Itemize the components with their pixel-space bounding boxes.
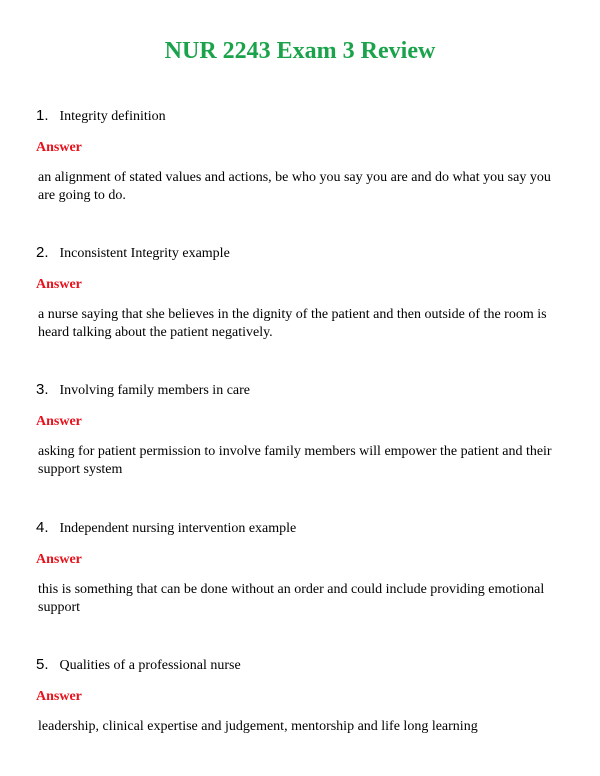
- answer-label: Answer: [36, 414, 82, 429]
- page-title: NUR 2243 Exam 3 Review: [164, 38, 436, 64]
- question-4: [36, 519, 564, 537]
- question-text: Inconsistent Integrity example: [59, 246, 230, 261]
- question-text: Involving family members in care: [59, 383, 250, 398]
- question-text: Integrity definition: [59, 109, 166, 124]
- question-number: 5.: [36, 656, 49, 673]
- question-number: 3.: [36, 381, 49, 398]
- question-number: 2.: [36, 244, 49, 261]
- qa-item-3: [36, 381, 564, 479]
- question-1: [36, 107, 564, 125]
- answer-label: Answer: [36, 277, 82, 292]
- question-number: 1.: [36, 107, 49, 124]
- qa-item-4: [36, 519, 564, 617]
- answer-text: an alignment of stated values and actions, be who you say you are and do what you say you are going to do.: [38, 170, 551, 203]
- answer-text: asking for patient permission to involve family members will empower the patient and their support system: [38, 444, 552, 477]
- answer-text: a nurse saying that she believes in the dignity of the patient and then outside of the room is heard talking about the patient negatively.: [38, 307, 547, 340]
- question-5: [36, 656, 564, 674]
- question-text: Qualities of a professional nurse: [59, 658, 241, 673]
- question-2: [36, 244, 564, 262]
- answer-text: this is something that can be done without an order and could include providing emotional support: [38, 582, 545, 615]
- question-3: [36, 381, 564, 399]
- qa-item-2: [36, 244, 564, 342]
- answer-label: Answer: [36, 140, 82, 155]
- question-text: Independent nursing intervention example: [59, 521, 297, 536]
- answer-text: leadership, clinical expertise and judgement, mentorship and life long learning: [38, 719, 478, 734]
- question-number: 4.: [36, 519, 49, 536]
- answer-label: Answer: [36, 552, 82, 567]
- qa-item-1: [36, 107, 564, 205]
- answer-label: Answer: [36, 689, 82, 704]
- qa-item-5: [36, 656, 564, 736]
